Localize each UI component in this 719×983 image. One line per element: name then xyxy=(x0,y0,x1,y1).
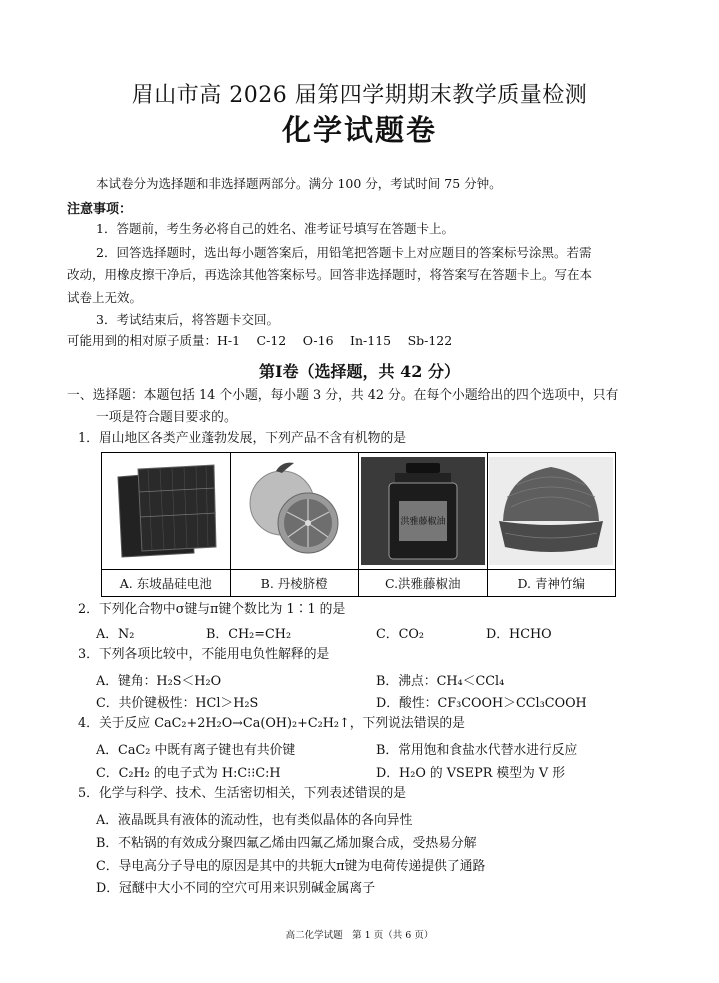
q3-option-b: B．沸点：CH₄＜CCl₄ xyxy=(376,674,505,689)
q4-option-d: D．H₂O 的 VSEPR 模型为 V 形 xyxy=(376,766,565,781)
bamboo-weaving-image xyxy=(489,457,613,565)
intro-text: 本试卷分为选择题和非选择题两部分。满分 100 分，考试时间 75 分钟。 xyxy=(96,176,502,191)
notice-item-2-line3: 试卷上无效。 xyxy=(67,290,143,305)
section-instruction-line1: 一、选择题：本题包括 14 个小题，每小题 3 分，共 42 分。在每个小题给出的四个选项中，只有 xyxy=(67,388,619,403)
q4-option-a: A．CaC₂ 中既有离子键也有共价键 xyxy=(96,743,296,758)
option-d-image-cell xyxy=(487,453,616,570)
question-1-stem: 1．眉山地区各类产业蓬勃发展，下列产品不含有机物的是 xyxy=(78,431,407,446)
exam-title: 眉山市高 2026 届第四学期期末教学质量检测 xyxy=(131,83,588,108)
q3-option-a: A．键角：H₂S＜H₂O xyxy=(96,674,222,689)
paper-title: 化学试题卷 xyxy=(281,113,437,147)
notice-item-3: 3．考试结束后，将答题卡交回。 xyxy=(96,312,279,327)
solar-cell-image xyxy=(104,457,228,565)
question-2-stem: 2．下列化合物中σ键与π键个数比为 1∶1 的是 xyxy=(78,602,346,617)
q5-option-a: A．液晶既具有液体的流动性，也有类似晶体的各向异性 xyxy=(96,813,413,828)
option-b-caption: B. 丹棱脐橙 xyxy=(230,570,359,597)
q2-option-d: D．HCHO xyxy=(486,627,552,642)
q2-option-b: B．CH₂=CH₂ xyxy=(206,627,292,642)
q2-option-a: A．N₂ xyxy=(96,627,135,642)
option-b-image-cell xyxy=(230,453,359,570)
section-heading: 第Ⅰ卷（选择题，共 42 分） xyxy=(259,362,460,381)
pepper-oil-image xyxy=(361,457,485,565)
bottle-label-text: 洪雅藤椒油 xyxy=(400,517,446,527)
question-4-stem: 4．关于反应 CaC₂+2H₂O→Ca(OH)₂+C₂H₂↑，下列说法错误的是 xyxy=(78,716,465,731)
notice-item-2-line2: 改动，用橡皮擦干净后，再选涂其他答案标号。回答非选择题时，将答案写在答题卡上。写在本 xyxy=(67,267,593,282)
page-footer: 高二化学试题 第 1 页（共 6 页） xyxy=(285,930,434,941)
option-c-image-cell xyxy=(359,453,488,570)
q4-option-b: B．常用饱和食盐水代替水进行反应 xyxy=(376,743,578,758)
option-c-caption: C.洪雅藤椒油 xyxy=(359,570,488,597)
q2-option-c: C．CO₂ xyxy=(376,627,425,642)
notice-item-1: 1．答题前，考生务必将自己的姓名、准考证号填写在答题卡上。 xyxy=(96,221,454,236)
atomic-masses: 可能用到的相对原子质量：H-1 C-12 O-16 In-115 Sb-122 xyxy=(67,333,453,348)
q5-option-b: B．不粘锅的有效成分聚四氟乙烯由四氟乙烯加聚合成，受热易分解 xyxy=(96,836,477,851)
notice-heading: 注意事项： xyxy=(67,202,133,217)
q3-option-d: D．酸性：CF₃COOH＞CCl₃COOH xyxy=(376,696,587,711)
notice-item-2-line1: 2．回答选择题时，选出每小题答案后，用铅笔把答题卡上对应题目的答案标号涂黑。若需 xyxy=(96,245,592,260)
option-a-image-cell xyxy=(102,453,231,570)
option-a-caption: A. 东坡晶硅电池 xyxy=(102,570,231,597)
navel-orange-image xyxy=(232,457,356,565)
q5-option-c: C．导电高分子导电的原因是其中的共轭大π键为电荷传递提供了通路 xyxy=(96,859,486,874)
q4-option-c: C．C₂H₂ 的电子式为 H:C⁝⁝C:H xyxy=(96,766,281,781)
section-instruction-line2: 一项是符合题目要求的。 xyxy=(96,410,237,425)
q3-option-c: C．共价键极性：HCl＞H₂S xyxy=(96,696,259,711)
question-1-image-table xyxy=(101,452,616,597)
q5-option-d: D．冠醚中大小不同的空穴可用来识别碱金属离子 xyxy=(96,881,375,896)
option-d-caption: D. 青神竹编 xyxy=(487,570,616,597)
question-3-stem: 3．下列各项比较中，不能用电负性解释的是 xyxy=(78,647,330,662)
question-5-stem: 5．化学与科学、技术、生活密切相关，下列表述错误的是 xyxy=(78,786,407,801)
